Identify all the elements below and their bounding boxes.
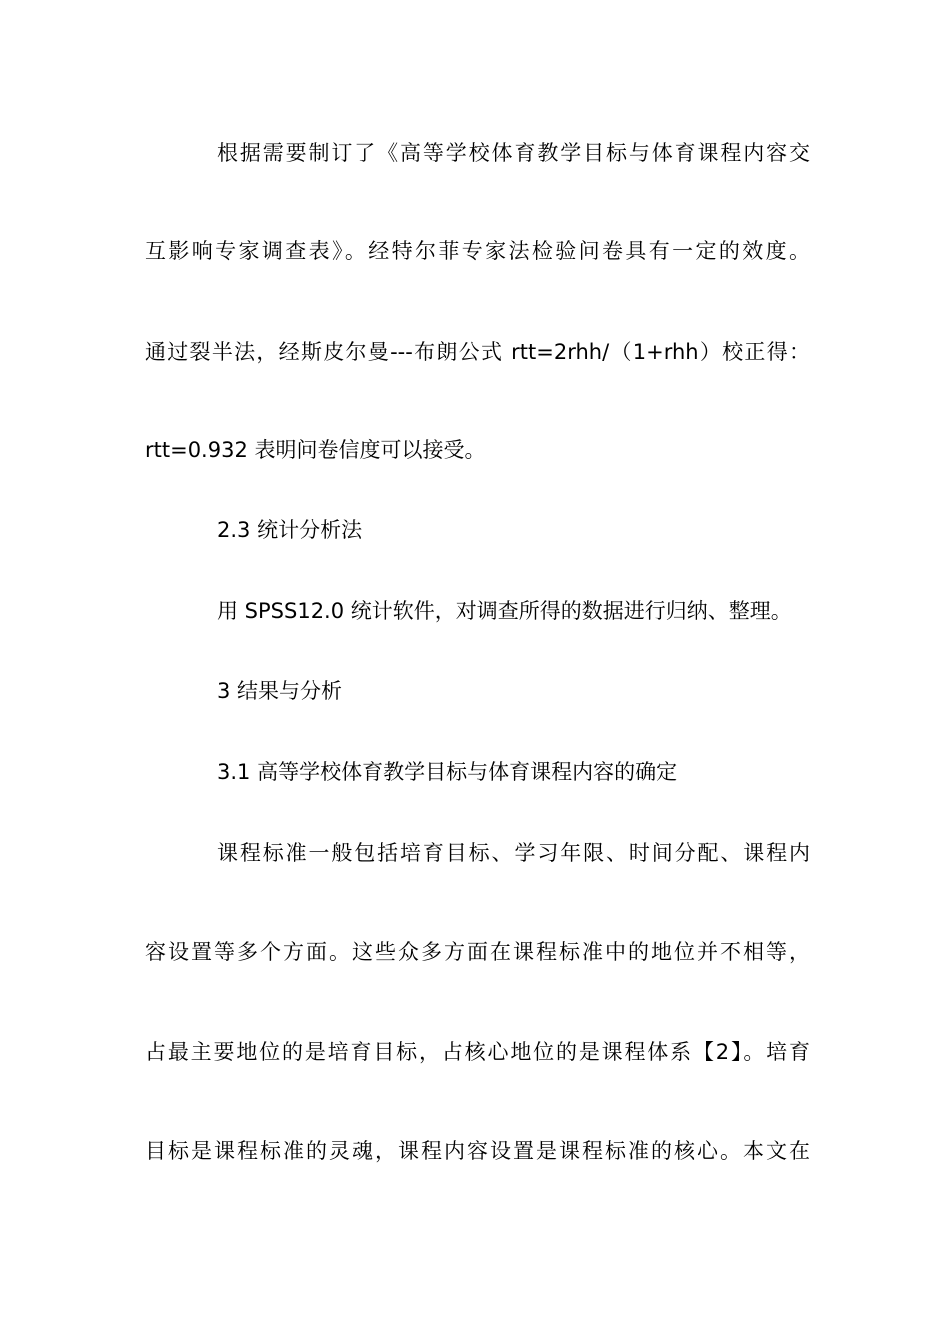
- paragraph-line: 目标是课程标准的灵魂，课程内容设置是课程标准的核心。本文在: [145, 1139, 810, 1163]
- section-heading: 3 结果与分析: [217, 679, 343, 703]
- paragraph-line: 互影响专家调查表》。经特尔菲专家法检验问卷具有一定的效度。: [145, 239, 810, 263]
- paragraph-line: 容设置等多个方面。这些众多方面在课程标准中的地位并不相等，: [145, 940, 810, 964]
- paragraph-line: 用 SPSS12.0 统计软件，对调查所得的数据进行归纳、整理。: [217, 599, 792, 623]
- section-heading: 3.1 高等学校体育教学目标与体育课程内容的确定: [217, 760, 678, 784]
- paragraph-line: 课程标准一般包括培育目标、学习年限、时间分配、课程内: [217, 841, 810, 865]
- paragraph-line: 根据需要制订了《高等学校体育教学目标与体育课程内容交: [217, 141, 810, 165]
- paragraph-line: rtt=0.932 表明问卷信度可以接受。: [145, 438, 486, 462]
- section-heading: 2.3 统计分析法: [217, 518, 363, 542]
- paragraph-line: 占最主要地位的是培育目标，占核心地位的是课程体系【2】。培育: [145, 1040, 810, 1064]
- paragraph-line: 通过裂半法，经斯皮尔曼---布朗公式 rtt=2rhh/（1+rhh）校正得：: [145, 340, 810, 364]
